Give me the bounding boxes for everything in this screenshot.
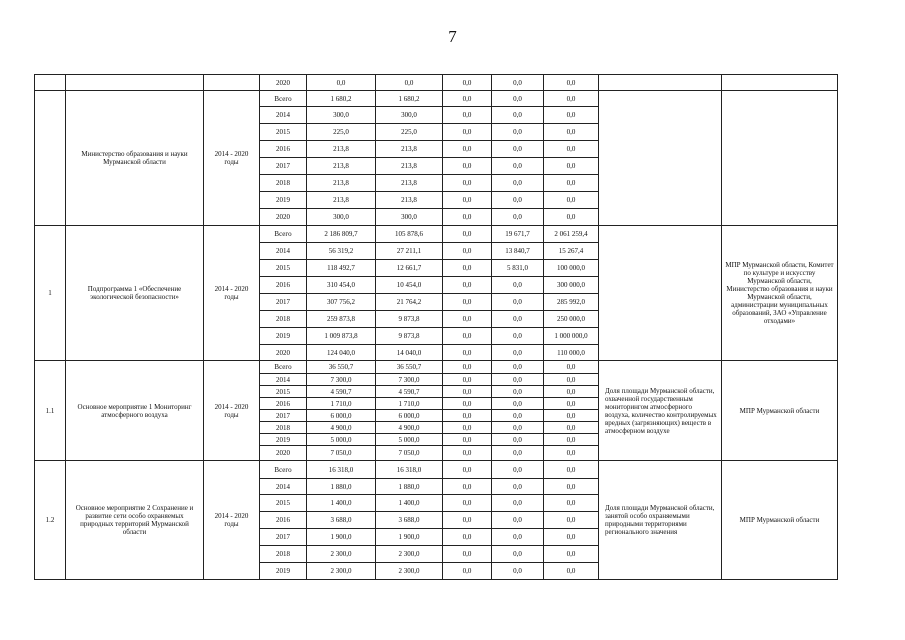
- value-cell: 0,0: [443, 209, 492, 226]
- value-cell: 6 000,0: [376, 410, 443, 422]
- value-cell: 0,0: [443, 141, 492, 158]
- value-cell: 2 300,0: [307, 546, 376, 563]
- value-cell: 0,0: [492, 175, 544, 192]
- value-cell: 0,0: [443, 529, 492, 546]
- value-cell: 0,0: [443, 243, 492, 260]
- value-cell: 110 000,0: [544, 345, 599, 361]
- value-cell: 213,8: [376, 158, 443, 175]
- value-cell: 0,0: [443, 422, 492, 434]
- value-cell: 0,0: [443, 345, 492, 361]
- year-cell: Всего: [260, 226, 307, 243]
- value-cell: 2 300,0: [376, 563, 443, 580]
- value-cell: 0,0: [492, 75, 544, 91]
- value-cell: 0,0: [492, 422, 544, 434]
- value-cell: 4 590,7: [307, 386, 376, 398]
- value-cell: 213,8: [376, 141, 443, 158]
- row-period: 2014 - 2020 годы: [204, 226, 260, 361]
- value-cell: 0,0: [544, 75, 599, 91]
- value-cell: 0,0: [544, 479, 599, 495]
- value-cell: 225,0: [307, 124, 376, 141]
- value-cell: 0,0: [544, 563, 599, 580]
- value-cell: 0,0: [492, 328, 544, 345]
- value-cell: 56 319,2: [307, 243, 376, 260]
- value-cell: 0,0: [492, 311, 544, 328]
- value-cell: 13 840,7: [492, 243, 544, 260]
- value-cell: 0,0: [544, 124, 599, 141]
- year-cell: 2017: [260, 294, 307, 311]
- value-cell: 0,0: [544, 410, 599, 422]
- year-cell: 2020: [260, 209, 307, 226]
- value-cell: 10 454,0: [376, 277, 443, 294]
- value-cell: 0,0: [443, 374, 492, 386]
- value-cell: 0,0: [544, 91, 599, 107]
- year-cell: 2018: [260, 546, 307, 563]
- value-cell: 0,0: [492, 546, 544, 563]
- value-cell: 0,0: [307, 75, 376, 91]
- year-cell: 2019: [260, 434, 307, 446]
- table-row: [35, 361, 838, 374]
- value-cell: 14 040,0: [376, 345, 443, 361]
- row-indicator: [599, 226, 722, 361]
- value-cell: 0,0: [544, 192, 599, 209]
- value-cell: 7 300,0: [376, 374, 443, 386]
- value-cell: 100 000,0: [544, 260, 599, 277]
- value-cell: 259 873,8: [307, 311, 376, 328]
- value-cell: 7 050,0: [307, 446, 376, 461]
- value-cell: 1 880,0: [307, 479, 376, 495]
- value-cell: 0,0: [443, 75, 492, 91]
- value-cell: 16 318,0: [376, 461, 443, 479]
- year-cell: 2018: [260, 311, 307, 328]
- value-cell: 0,0: [544, 175, 599, 192]
- year-cell: 2017: [260, 158, 307, 175]
- year-cell: 2018: [260, 422, 307, 434]
- value-cell: 0,0: [443, 512, 492, 529]
- value-cell: 300,0: [376, 209, 443, 226]
- year-cell: 2015: [260, 260, 307, 277]
- value-cell: 0,0: [443, 410, 492, 422]
- value-cell: 300 000,0: [544, 277, 599, 294]
- value-cell: 118 492,7: [307, 260, 376, 277]
- value-cell: 0,0: [443, 107, 492, 124]
- table-row: [35, 461, 838, 479]
- year-cell: 2015: [260, 124, 307, 141]
- row-name: Основное мероприятие 1 Мониторинг атмосферного воздуха: [66, 361, 204, 461]
- value-cell: 0,0: [544, 398, 599, 410]
- value-cell: 1 400,0: [376, 495, 443, 512]
- value-cell: 27 211,1: [376, 243, 443, 260]
- row-responsible: МПР Мурманской области: [722, 361, 838, 461]
- value-cell: 0,0: [544, 141, 599, 158]
- row-number: 1.1: [35, 361, 66, 461]
- table-row: [35, 226, 838, 243]
- value-cell: 213,8: [376, 192, 443, 209]
- year-cell: 2014: [260, 479, 307, 495]
- row-name: Основное мероприятие 2 Сохранение и развитие сети особо охраняемых природных территорий Мурманской области: [66, 461, 204, 580]
- value-cell: 0,0: [492, 141, 544, 158]
- value-cell: 2 300,0: [376, 546, 443, 563]
- value-cell: 0,0: [443, 192, 492, 209]
- value-cell: 9 873,8: [376, 328, 443, 345]
- value-cell: 0,0: [544, 422, 599, 434]
- row-responsible: МПР Мурманской области: [722, 461, 838, 580]
- value-cell: 0,0: [443, 361, 492, 374]
- row-number: 1: [35, 226, 66, 361]
- value-cell: 124 040,0: [307, 345, 376, 361]
- year-cell: 2014: [260, 107, 307, 124]
- value-cell: 1 900,0: [376, 529, 443, 546]
- value-cell: 0,0: [544, 546, 599, 563]
- table-row: [35, 91, 838, 107]
- value-cell: 1 680,2: [307, 91, 376, 107]
- value-cell: 1 710,0: [376, 398, 443, 410]
- value-cell: 0,0: [443, 398, 492, 410]
- value-cell: 5 000,0: [307, 434, 376, 446]
- value-cell: 300,0: [307, 209, 376, 226]
- value-cell: 213,8: [307, 192, 376, 209]
- value-cell: 213,8: [307, 175, 376, 192]
- value-cell: 213,8: [376, 175, 443, 192]
- value-cell: 300,0: [376, 107, 443, 124]
- year-cell: 2020: [260, 75, 307, 91]
- value-cell: 2 300,0: [307, 563, 376, 580]
- value-cell: 0,0: [492, 446, 544, 461]
- row-period: 2014 - 2020 годы: [204, 361, 260, 461]
- value-cell: 0,0: [492, 495, 544, 512]
- year-cell: Всего: [260, 361, 307, 374]
- year-cell: 2020: [260, 345, 307, 361]
- value-cell: 0,0: [443, 311, 492, 328]
- value-cell: 285 992,0: [544, 294, 599, 311]
- value-cell: 1 400,0: [307, 495, 376, 512]
- value-cell: 0,0: [492, 410, 544, 422]
- responsible-cell: [722, 75, 838, 91]
- value-cell: 1 009 873,8: [307, 328, 376, 345]
- value-cell: 300,0: [307, 107, 376, 124]
- value-cell: 0,0: [492, 192, 544, 209]
- value-cell: 0,0: [492, 479, 544, 495]
- year-cell: 2019: [260, 192, 307, 209]
- value-cell: 1 900,0: [307, 529, 376, 546]
- value-cell: 0,0: [443, 386, 492, 398]
- year-cell: Всего: [260, 461, 307, 479]
- year-cell: 2016: [260, 398, 307, 410]
- value-cell: 0,0: [492, 374, 544, 386]
- page-number: 7: [448, 27, 457, 46]
- value-cell: 0,0: [544, 209, 599, 226]
- value-cell: 3 688,0: [376, 512, 443, 529]
- value-cell: 0,0: [492, 398, 544, 410]
- value-cell: 0,0: [492, 277, 544, 294]
- value-cell: 0,0: [544, 446, 599, 461]
- value-cell: 0,0: [544, 495, 599, 512]
- value-cell: 4 900,0: [307, 422, 376, 434]
- period-cell: [204, 75, 260, 91]
- row-responsible: МПР Мурманской области, Комитет по культуре и искусству Мурманской области, Министерство образования и науки Мурманской области, администрации муниципальных образований, ЗАО «Управление отходами»: [722, 226, 838, 361]
- year-cell: 2015: [260, 495, 307, 512]
- value-cell: 0,0: [443, 294, 492, 311]
- value-cell: 0,0: [492, 361, 544, 374]
- value-cell: 7 300,0: [307, 374, 376, 386]
- value-cell: 0,0: [544, 461, 599, 479]
- value-cell: 0,0: [544, 529, 599, 546]
- value-cell: 0,0: [443, 461, 492, 479]
- value-cell: 0,0: [443, 446, 492, 461]
- value-cell: 0,0: [492, 529, 544, 546]
- row-indicator: Доля площади Мурманской области, охваченной государственным мониторингом атмосферного воздуха, количество контролируемых вредных (загрязняющих) веществ в атмосферном воздухе: [599, 361, 722, 461]
- table-body: [35, 75, 838, 580]
- value-cell: 1 880,0: [376, 479, 443, 495]
- value-cell: 0,0: [443, 175, 492, 192]
- row-indicator: Доля площади Мурманской области, занятой особо охраняемыми природными территориями регионального значения: [599, 461, 722, 580]
- indicator-cell: [599, 75, 722, 91]
- row-number: 1.2: [35, 461, 66, 580]
- row-name: Подпрограмма 1 «Обеспечение экологической безопасности»: [66, 226, 204, 361]
- year-cell: 2017: [260, 529, 307, 546]
- value-cell: 0,0: [443, 124, 492, 141]
- value-cell: 0,0: [443, 277, 492, 294]
- value-cell: 0,0: [443, 260, 492, 277]
- table-row: [35, 75, 838, 91]
- value-cell: 0,0: [492, 107, 544, 124]
- value-cell: 0,0: [544, 434, 599, 446]
- value-cell: 0,0: [492, 461, 544, 479]
- value-cell: 1 000 000,0: [544, 328, 599, 345]
- value-cell: 1 710,0: [307, 398, 376, 410]
- value-cell: 0,0: [492, 386, 544, 398]
- row-number: [35, 91, 66, 226]
- value-cell: 1 680,2: [376, 91, 443, 107]
- value-cell: 0,0: [443, 434, 492, 446]
- row-period: 2014 - 2020 годы: [204, 461, 260, 580]
- name-cell: [66, 75, 204, 91]
- value-cell: 36 550,7: [376, 361, 443, 374]
- value-cell: 0,0: [492, 209, 544, 226]
- value-cell: 6 000,0: [307, 410, 376, 422]
- value-cell: 0,0: [443, 328, 492, 345]
- value-cell: 21 764,2: [376, 294, 443, 311]
- value-cell: 5 000,0: [376, 434, 443, 446]
- value-cell: 0,0: [492, 91, 544, 107]
- value-cell: 5 831,0: [492, 260, 544, 277]
- value-cell: 0,0: [492, 345, 544, 361]
- value-cell: 3 688,0: [307, 512, 376, 529]
- year-cell: 2017: [260, 410, 307, 422]
- value-cell: 0,0: [492, 158, 544, 175]
- value-cell: 250 000,0: [544, 311, 599, 328]
- value-cell: 0,0: [443, 495, 492, 512]
- year-cell: 2016: [260, 277, 307, 294]
- year-cell: Всего: [260, 91, 307, 107]
- year-cell: 2019: [260, 563, 307, 580]
- value-cell: 213,8: [307, 141, 376, 158]
- row-period: 2014 - 2020 годы: [204, 91, 260, 226]
- value-cell: 0,0: [492, 434, 544, 446]
- program-table: [34, 74, 838, 580]
- value-cell: 0,0: [544, 512, 599, 529]
- num-cell: [35, 75, 66, 91]
- value-cell: 0,0: [492, 512, 544, 529]
- row-name: Министерство образования и науки Мурманской области: [66, 91, 204, 226]
- value-cell: 0,0: [443, 479, 492, 495]
- year-cell: 2018: [260, 175, 307, 192]
- value-cell: 19 671,7: [492, 226, 544, 243]
- value-cell: 0,0: [544, 107, 599, 124]
- value-cell: 0,0: [544, 158, 599, 175]
- value-cell: 0,0: [443, 546, 492, 563]
- value-cell: 12 661,7: [376, 260, 443, 277]
- value-cell: 0,0: [443, 91, 492, 107]
- value-cell: 0,0: [443, 563, 492, 580]
- year-cell: 2019: [260, 328, 307, 345]
- value-cell: 0,0: [544, 374, 599, 386]
- value-cell: 7 050,0: [376, 446, 443, 461]
- year-cell: 2016: [260, 512, 307, 529]
- value-cell: 2 061 259,4: [544, 226, 599, 243]
- value-cell: 307 756,2: [307, 294, 376, 311]
- row-responsible: [722, 91, 838, 226]
- value-cell: 105 878,6: [376, 226, 443, 243]
- year-cell: 2016: [260, 141, 307, 158]
- year-cell: 2020: [260, 446, 307, 461]
- value-cell: 9 873,8: [376, 311, 443, 328]
- value-cell: 16 318,0: [307, 461, 376, 479]
- value-cell: 0,0: [544, 361, 599, 374]
- value-cell: 0,0: [376, 75, 443, 91]
- value-cell: 0,0: [492, 124, 544, 141]
- row-indicator: [599, 91, 722, 226]
- value-cell: 225,0: [376, 124, 443, 141]
- value-cell: 0,0: [443, 226, 492, 243]
- value-cell: 0,0: [492, 563, 544, 580]
- year-cell: 2014: [260, 243, 307, 260]
- value-cell: 0,0: [544, 386, 599, 398]
- value-cell: 15 267,4: [544, 243, 599, 260]
- value-cell: 0,0: [443, 158, 492, 175]
- value-cell: 0,0: [492, 294, 544, 311]
- value-cell: 36 550,7: [307, 361, 376, 374]
- value-cell: 310 454,0: [307, 277, 376, 294]
- year-cell: 2015: [260, 386, 307, 398]
- value-cell: 2 186 809,7: [307, 226, 376, 243]
- value-cell: 4 900,0: [376, 422, 443, 434]
- value-cell: 4 590,7: [376, 386, 443, 398]
- year-cell: 2014: [260, 374, 307, 386]
- value-cell: 213,8: [307, 158, 376, 175]
